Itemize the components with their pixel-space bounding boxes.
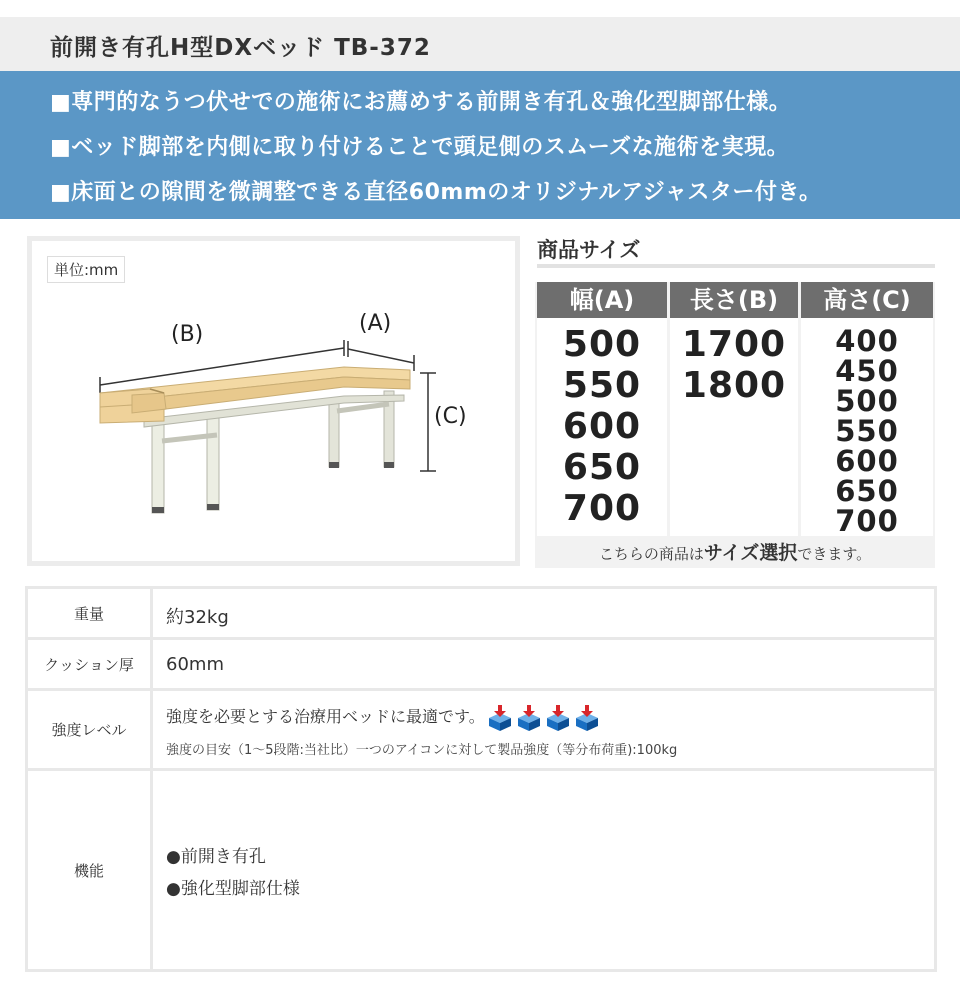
length-value: 1800 bbox=[681, 365, 787, 406]
cushion-value: 60mm bbox=[166, 654, 224, 675]
strength-cube-icon bbox=[487, 705, 513, 731]
size-note-prefix: こちらの商品は bbox=[598, 545, 704, 563]
feature-line-2: ■ベッド脚部を内側に取り付けることで頭足側のスムーズな施術を実現。 bbox=[50, 135, 790, 160]
weight-label: 重量 bbox=[28, 589, 153, 637]
size-column-height bbox=[801, 282, 933, 536]
width-value: 650 bbox=[562, 447, 642, 488]
size-selection-note bbox=[535, 538, 935, 568]
column-header-width: 幅(A) bbox=[537, 282, 667, 318]
unit-label: 単位:mm bbox=[47, 256, 125, 283]
spec-row-function bbox=[28, 771, 934, 969]
size-column-width bbox=[537, 282, 667, 536]
title-bar bbox=[0, 17, 960, 71]
dimension-label-a: (A) bbox=[359, 311, 392, 336]
spec-row-strength bbox=[28, 691, 934, 771]
strength-cube-icon bbox=[574, 705, 600, 731]
dimension-label-b: (B) bbox=[171, 322, 204, 347]
feature-band bbox=[0, 71, 960, 219]
height-value: 650 bbox=[835, 474, 899, 508]
dimension-label-c: (C) bbox=[434, 404, 467, 429]
size-table bbox=[535, 282, 935, 568]
feature-line-3: ■床面との隙間を微調整できる直径60mmのオリジナルアジャスター付き。 bbox=[50, 180, 822, 205]
weight-value: 約32kg bbox=[166, 607, 229, 628]
strength-note: 強度の目安（1～5段階:当社比）一つのアイコンに対して製品強度（等分布荷重):100kg bbox=[166, 743, 678, 758]
cushion-label: クッション厚 bbox=[28, 640, 153, 688]
width-value: 550 bbox=[562, 365, 642, 406]
width-value: 600 bbox=[562, 406, 642, 447]
width-value: 500 bbox=[562, 324, 642, 365]
size-note-suffix: できます。 bbox=[797, 545, 872, 563]
bed-illustration bbox=[32, 241, 515, 561]
height-value: 400 bbox=[835, 324, 899, 358]
strength-value: 強度を必要とする治療用ベッドに最適です。 bbox=[166, 707, 485, 726]
height-value: 500 bbox=[835, 384, 899, 418]
column-header-height: 高さ(C) bbox=[801, 282, 933, 318]
column-header-length: 長さ(B) bbox=[670, 282, 798, 318]
height-value: 600 bbox=[835, 444, 899, 478]
function-label: 機能 bbox=[28, 771, 153, 969]
product-title: 前開き有孔H型DXベッド TB-372 bbox=[50, 35, 431, 61]
function-item: ●前開き有孔 bbox=[166, 847, 266, 867]
width-value: 700 bbox=[562, 488, 642, 529]
spec-table bbox=[25, 586, 937, 972]
function-item: ●強化型脚部仕様 bbox=[166, 879, 300, 899]
strength-icons bbox=[487, 705, 603, 731]
feature-line-1: ■専門的なうつ伏せでの施術にお薦めする前開き有孔＆強化型脚部仕様。 bbox=[50, 90, 792, 115]
size-heading: 商品サイズ bbox=[537, 238, 641, 262]
strength-cube-icon bbox=[516, 705, 542, 731]
bed-diagram bbox=[27, 236, 520, 566]
strength-cube-icon bbox=[545, 705, 571, 731]
height-value: 550 bbox=[835, 414, 899, 448]
strength-label: 強度レベル bbox=[28, 691, 153, 768]
size-heading-divider bbox=[537, 264, 935, 268]
height-value: 450 bbox=[835, 354, 899, 388]
spec-row-weight bbox=[28, 589, 934, 640]
size-note-emphasis: サイズ選択 bbox=[703, 542, 798, 564]
strength-description bbox=[166, 704, 603, 731]
size-column-length bbox=[670, 282, 798, 536]
spec-row-cushion bbox=[28, 640, 934, 691]
length-value: 1700 bbox=[681, 324, 787, 365]
height-value: 700 bbox=[835, 504, 899, 538]
